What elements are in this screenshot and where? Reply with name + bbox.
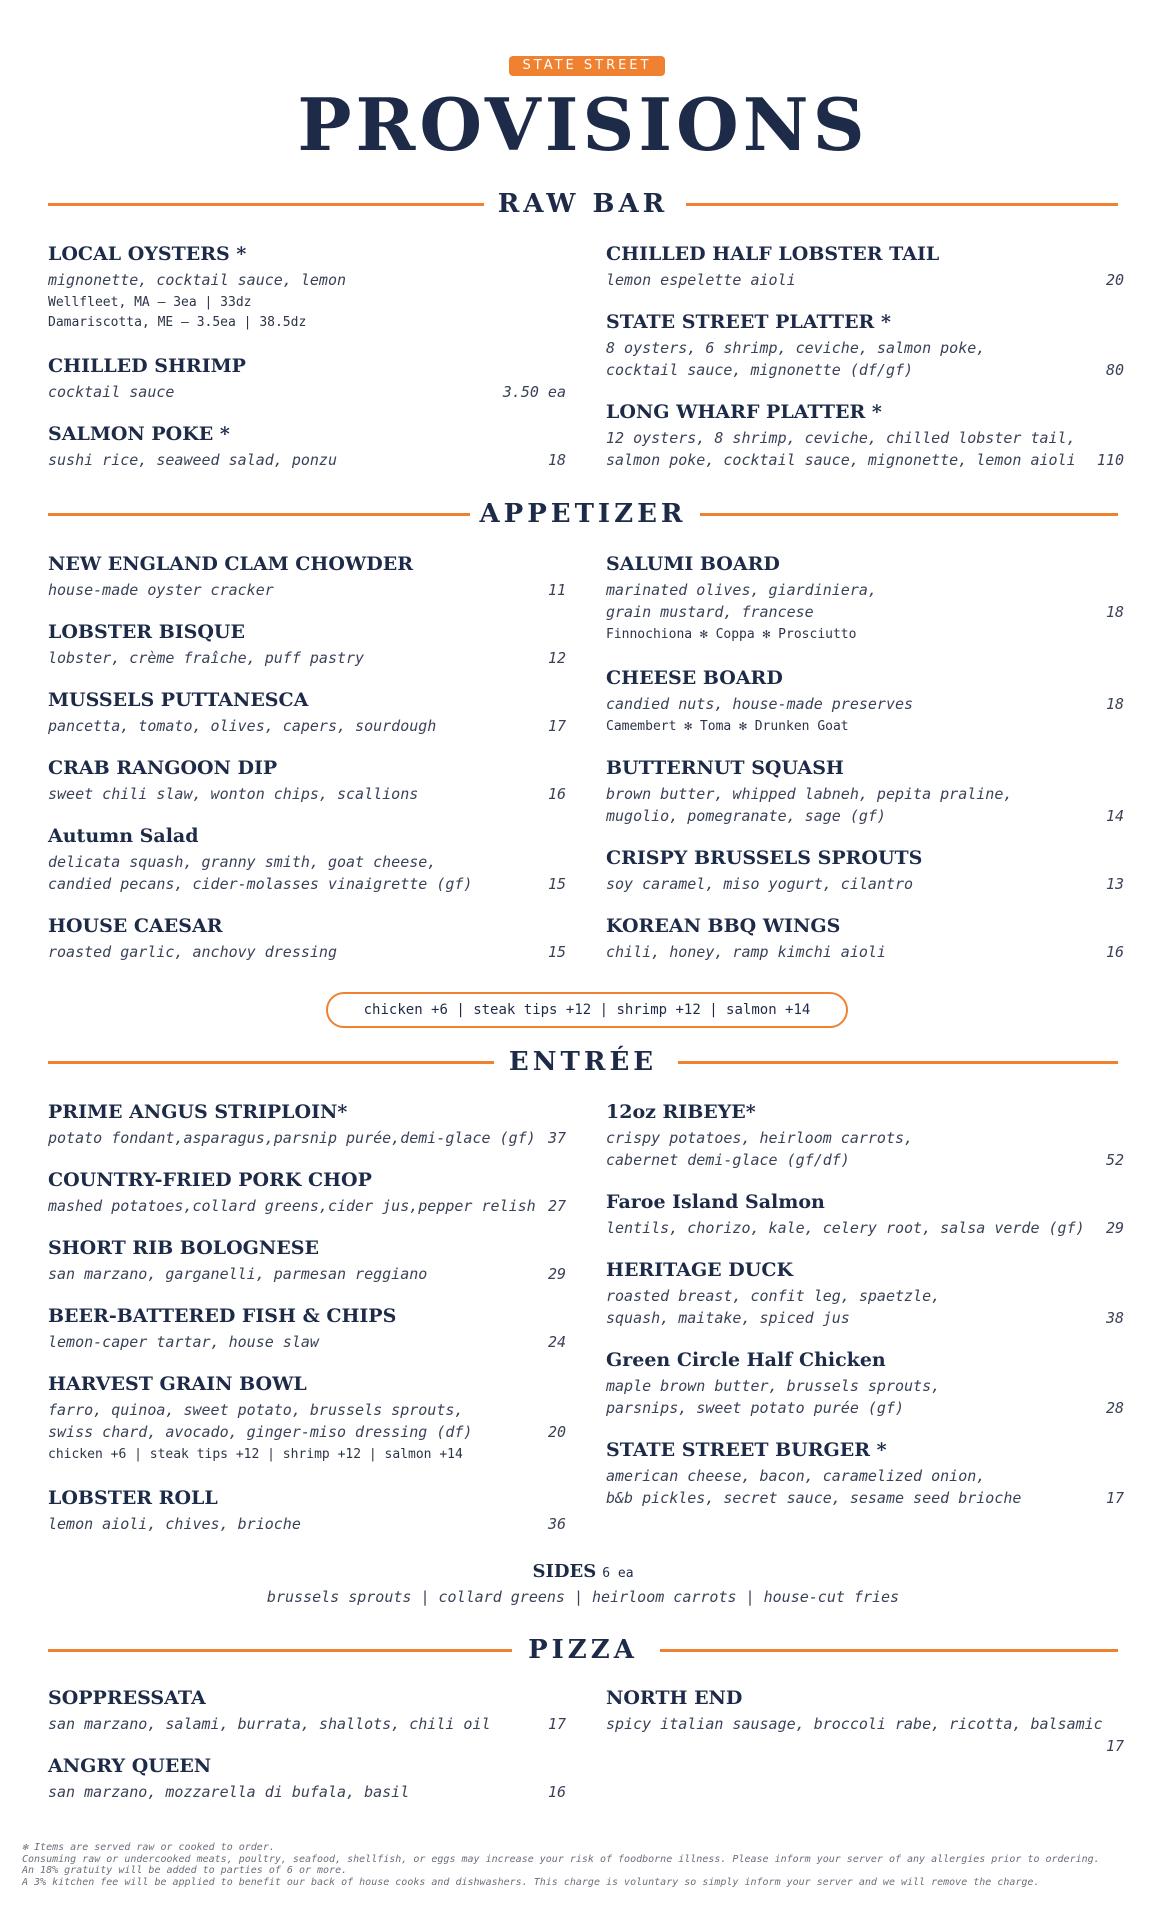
item-name: STATE STREET PLATTER * — [606, 311, 891, 333]
item-name: HARVEST GRAIN BOWL — [48, 1373, 307, 1395]
item-description: sushi rice, seaweed salad, ponzu — [48, 451, 337, 469]
menu-item — [48, 1100, 566, 1149]
item-name: CRAB RANGOON DIP — [48, 757, 278, 779]
menu-item — [48, 422, 566, 471]
item-name: Faroe Island Salmon — [606, 1191, 825, 1213]
restaurant-title: PROVISIONS — [297, 82, 869, 167]
item-name: STATE STREET BURGER * — [606, 1439, 887, 1461]
item-description: 8 oysters, 6 shrimp, ceviche, salmon poke, cocktail sauce, mignonette (df/gf) — [606, 339, 986, 379]
item-price: 15 — [547, 875, 566, 893]
item-name: CRISPY BRUSSELS SPROUTS — [606, 847, 923, 869]
menu-item — [48, 552, 566, 601]
item-price: 18 — [547, 451, 566, 469]
item-name: MUSSELS PUTTANESCA — [48, 689, 309, 711]
menu-item — [48, 824, 566, 895]
item-price: 36 — [547, 1515, 566, 1533]
menu-item — [606, 1686, 1124, 1757]
item-price: 110 — [1096, 451, 1124, 469]
item-price: 13 — [1105, 875, 1124, 893]
item-price: 11 — [547, 581, 566, 599]
menu-item — [606, 552, 1124, 645]
protein-addons: chicken +6 | steak tips +12 | shrimp +12 | salmon +14 — [326, 992, 848, 1028]
item-note: Finnochiona ✻ Coppa ✻ Prosciutto — [606, 627, 857, 642]
item-price: 16 — [547, 1783, 566, 1801]
menu-item — [48, 1168, 566, 1217]
item-description: sweet chili slaw, wonton chips, scallions — [48, 785, 419, 803]
section-entree — [48, 1042, 1118, 1082]
item-price: 52 — [1105, 1151, 1124, 1169]
section-title: APPETIZER — [479, 499, 687, 529]
item-note: Wellfleet, MA – 3ea | 33dz Damariscotta, ME – 3.5ea | 38.5dz — [48, 295, 307, 330]
menu-item — [48, 1372, 566, 1465]
menu-item — [606, 1100, 1124, 1171]
item-description: lobster, crème fraîche, puff pastry — [48, 649, 365, 667]
sides-label: SIDES — [532, 1561, 597, 1582]
item-price: 27 — [547, 1197, 566, 1215]
item-name: BUTTERNUT SQUASH — [606, 757, 844, 779]
item-description: crispy potatoes, heirloom carrots, cabernet demi-glace (gf/df) — [606, 1129, 914, 1169]
footer-disclaimer — [22, 1842, 1152, 1888]
item-price: 18 — [1105, 603, 1124, 621]
footer-line: ✻ Items are served raw or cooked to order. — [22, 1842, 275, 1853]
item-price: 24 — [547, 1333, 566, 1351]
item-description: candied nuts, house-made preserves — [606, 695, 914, 713]
sides-heading — [0, 1560, 1166, 1586]
item-description: maple brown butter, brussels sprouts, parsnips, sweet potato purée (gf) — [606, 1377, 941, 1417]
item-description: san marzano, mozzarella di bufala, basil — [48, 1783, 410, 1801]
menu-item — [606, 666, 1124, 737]
section-raw-bar — [48, 184, 1118, 224]
item-name: 12oz RIBEYE* — [606, 1101, 756, 1123]
menu-item — [48, 620, 566, 669]
item-description: american cheese, bacon, caramelized onion, b&b pickles, secret sauce, sesame seed brioche — [606, 1467, 1022, 1507]
item-name: LOBSTER ROLL — [48, 1487, 218, 1509]
item-price: 12 — [547, 649, 566, 667]
item-description: delicata squash, granny smith, goat cheese, candied pecans, cider-molasses vinaigrette (gf) — [48, 853, 473, 893]
menu-item — [48, 756, 566, 805]
menu-item — [48, 914, 566, 963]
item-name: Green Circle Half Chicken — [606, 1349, 886, 1371]
item-name: SALUMI BOARD — [606, 553, 780, 575]
item-price: 20 — [547, 1423, 566, 1441]
footer-line: A 3% kitchen fee will be applied to benefit our back of house cooks and dishwashers. This charge is voluntary so simply inform your server and we will remove the charge. — [22, 1876, 1040, 1888]
item-price: 17 — [547, 717, 566, 735]
item-description: brown butter, whipped labneh, pepita praline, mugolio, pomegranate, sage (gf) — [606, 785, 1013, 825]
item-price: 29 — [547, 1265, 566, 1283]
item-price: 16 — [1105, 943, 1124, 961]
item-price: 18 — [1105, 695, 1124, 713]
menu-item — [48, 1686, 566, 1735]
item-description: san marzano, salami, burrata, shallots, chili oil — [48, 1715, 491, 1733]
item-description: soy caramel, miso yogurt, cilantro — [606, 875, 914, 893]
item-price: 38 — [1105, 1309, 1124, 1327]
item-description: roasted breast, confit leg, spaetzle, squash, maitake, spiced jus — [606, 1287, 941, 1327]
item-description: mashed potatoes,collard greens,cider jus,pepper relish — [48, 1197, 536, 1215]
item-name: KOREAN BBQ WINGS — [606, 915, 841, 937]
item-description: 12 oysters, 8 shrimp, ceviche, chilled lobster tail, salmon poke, cocktail sauce, mignonette, lemon aioli — [606, 429, 1076, 469]
menu-item — [48, 354, 566, 403]
item-price: 14 — [1105, 807, 1124, 825]
header-badge: STATE STREET — [509, 56, 665, 76]
sides-price: 6 ea — [602, 1566, 634, 1581]
section-title: ENTRÉE — [508, 1047, 658, 1077]
item-description: lemon aioli, chives, brioche — [48, 1515, 301, 1533]
menu-item — [606, 1190, 1124, 1239]
item-price: 80 — [1105, 361, 1124, 379]
item-price: 29 — [1105, 1219, 1124, 1237]
section-pizza — [48, 1630, 1118, 1670]
item-note: Camembert ✻ Toma ✻ Drunken Goat — [606, 719, 849, 734]
menu-item — [606, 846, 1124, 895]
item-price: 28 — [1105, 1399, 1124, 1417]
item-description: san marzano, garganelli, parmesan reggiano — [48, 1265, 428, 1283]
section-appetizer — [48, 494, 1118, 534]
item-name: HOUSE CAESAR — [48, 915, 223, 937]
item-price: 16 — [547, 785, 566, 803]
item-name: CHILLED SHRIMP — [48, 355, 246, 377]
item-name: SALMON POKE * — [48, 423, 230, 445]
menu-item — [606, 1438, 1124, 1509]
item-name: LOCAL OYSTERS * — [48, 243, 247, 265]
item-note: chicken +6 | steak tips +12 | shrimp +12 | salmon +14 — [48, 1447, 463, 1462]
item-price: 20 — [1105, 271, 1124, 289]
item-name: CHEESE BOARD — [606, 667, 783, 689]
menu-item — [606, 1348, 1124, 1419]
item-description: lemon espelette aioli — [606, 271, 796, 289]
item-name: NORTH END — [606, 1687, 743, 1709]
menu-item — [48, 242, 566, 333]
item-name: HERITAGE DUCK — [606, 1259, 793, 1281]
menu-item — [606, 914, 1124, 963]
item-name: COUNTRY-FRIED PORK CHOP — [48, 1169, 372, 1191]
item-name: SHORT RIB BOLOGNESE — [48, 1237, 319, 1259]
item-name: Autumn Salad — [48, 825, 199, 847]
item-description: marinated olives, giardiniera, grain mustard, francese — [606, 581, 877, 621]
item-description: farro, quinoa, sweet potato, brussels sprouts, swiss chard, avocado, ginger-miso dressing (df) — [48, 1401, 473, 1441]
sides-list: brussels sprouts | collard greens | heirloom carrots | house-cut fries — [266, 1588, 900, 1606]
item-description: spicy italian sausage, broccoli rabe, ricotta, balsamic — [606, 1715, 1103, 1733]
item-price: 37 — [547, 1129, 566, 1147]
section-title: RAW BAR — [497, 189, 669, 219]
item-price: 17 — [1105, 1489, 1124, 1507]
menu-item — [48, 1486, 566, 1535]
item-description: potato fondant,asparagus,parsnip purée,demi-glace (gf) — [48, 1129, 536, 1147]
item-description: roasted garlic, anchovy dressing — [48, 943, 337, 961]
menu-item — [606, 310, 1124, 381]
item-description: house-made oyster cracker — [48, 581, 274, 599]
footer-line: An 18% gratuity will be added to parties of 6 or more. — [22, 1865, 348, 1876]
footer-line: Consuming raw or undercooked meats, poultry, seafood, shellfish, or eggs may increase your risk of foodborne illness. Please inform your server of any allergies prior to ordering. — [22, 1853, 1100, 1865]
item-price: 17 — [1105, 1737, 1124, 1755]
item-description: pancetta, tomato, olives, capers, sourdough — [48, 717, 437, 735]
item-name: BEER-BATTERED FISH & CHIPS — [48, 1305, 397, 1327]
menu-item — [48, 1236, 566, 1285]
item-price: 17 — [547, 1715, 566, 1733]
menu-item — [48, 688, 566, 737]
menu-item — [606, 756, 1124, 827]
item-name: LONG WHARF PLATTER * — [606, 401, 882, 423]
item-name: PRIME ANGUS STRIPLOIN* — [48, 1101, 348, 1123]
item-name: LOBSTER BISQUE — [48, 621, 245, 643]
item-description: lentils, chorizo, kale, celery root, salsa verde (gf) — [606, 1219, 1085, 1237]
menu-item — [606, 242, 1124, 291]
item-description: mignonette, cocktail sauce, lemon — [48, 271, 347, 289]
item-name: NEW ENGLAND CLAM CHOWDER — [48, 553, 414, 575]
section-title: PIZZA — [528, 1635, 638, 1665]
item-name: ANGRY QUEEN — [48, 1755, 212, 1777]
item-description: lemon-caper tartar, house slaw — [48, 1333, 319, 1351]
menu-item — [48, 1754, 566, 1803]
item-description: cocktail sauce — [48, 383, 175, 401]
menu-item — [606, 1258, 1124, 1329]
item-price: 15 — [547, 943, 566, 961]
menu-item — [48, 1304, 566, 1353]
item-name: SOPPRESSATA — [48, 1687, 206, 1709]
menu-item — [606, 400, 1124, 471]
item-price: 3.50 ea — [502, 383, 566, 401]
item-description: chili, honey, ramp kimchi aioli — [606, 943, 886, 961]
item-name: CHILLED HALF LOBSTER TAIL — [606, 243, 940, 265]
